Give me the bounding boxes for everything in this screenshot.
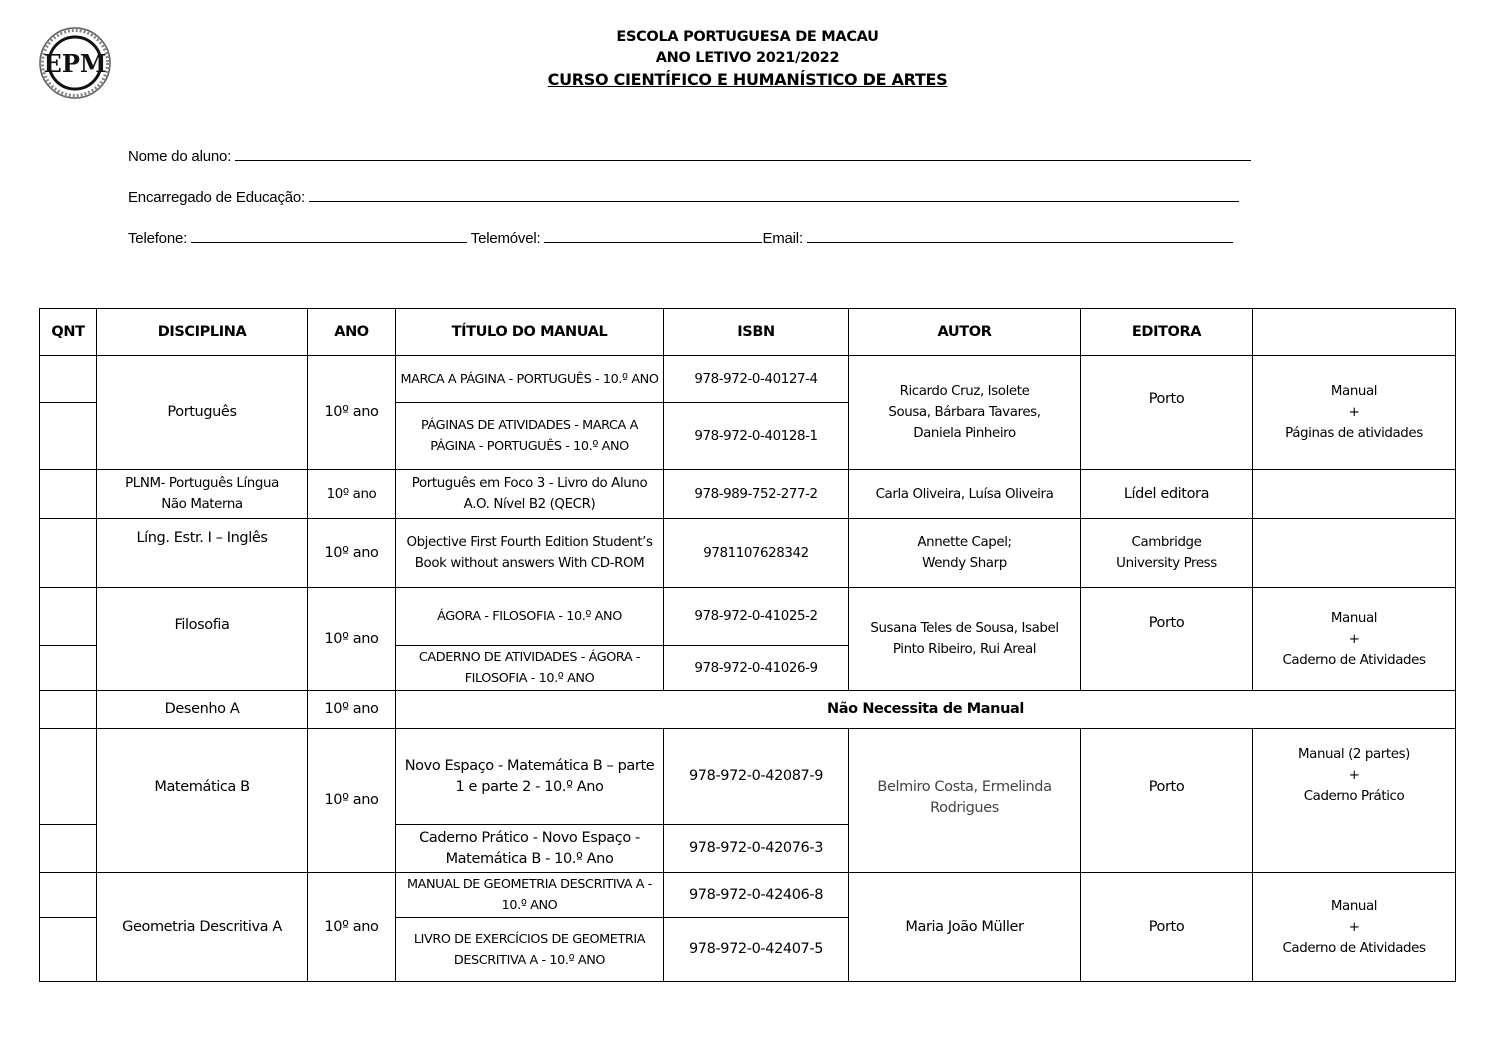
notes-cell — [1253, 729, 1456, 873]
autor-cell: Belmiro Costa, Ermelinda Rodrigues — [849, 729, 1081, 873]
notes-line: Caderno Prático — [1303, 789, 1405, 804]
mobile-field[interactable] — [544, 228, 762, 243]
qnt-cell[interactable] — [40, 403, 97, 470]
course-title: CURSO CIENTÍFICO E HUMANÍSTICO DE ARTES — [547, 70, 948, 89]
table-row — [40, 691, 1456, 729]
guardian-row — [128, 187, 1239, 206]
qnt-cell[interactable] — [40, 646, 97, 691]
notes-cell — [1253, 356, 1456, 470]
autor-cell: Susana Teles de Sousa, Isabel Pinto Ribeiro, Rui Areal — [849, 588, 1081, 691]
email-label: Email: — [762, 230, 803, 247]
editora-cell: Porto — [1081, 588, 1253, 691]
ano-cell: 10º ano — [308, 729, 396, 873]
ano-cell: 10º ano — [308, 356, 396, 470]
isbn-cell: 978-972-0-41026-9 — [664, 646, 849, 691]
guardian-label: Encarregado de Educação: — [128, 189, 305, 206]
isbn-cell: 978-972-0-40128-1 — [664, 403, 849, 470]
titulo-cell: MANUAL DE GEOMETRIA DESCRITIVA A - 10.º ANO — [396, 873, 664, 918]
disciplina-cell: Líng. Estr. I – Inglês — [97, 519, 308, 588]
isbn-cell: 978-972-0-42087-9 — [664, 729, 849, 825]
guardian-field[interactable] — [309, 187, 1239, 202]
notes-line: + — [1348, 768, 1360, 783]
notes-line: Manual — [1330, 384, 1378, 399]
isbn-cell: 978-972-0-42406-8 — [664, 873, 849, 918]
notes-line: + — [1348, 919, 1360, 935]
isbn-cell: 978-989-752-277-2 — [664, 470, 849, 519]
editora-line: Cambridge — [1131, 535, 1202, 550]
disciplina-cell: Filosofia — [97, 588, 308, 691]
school-name: ESCOLA PORTUGUESA DE MACAU — [616, 29, 879, 45]
isbn-cell: 978-972-0-40127-4 — [664, 356, 849, 403]
header-titulo: TÍTULO DO MANUAL — [396, 309, 664, 356]
notes-cell — [1253, 588, 1456, 691]
ano-cell: 10º ano — [308, 873, 396, 982]
header-autor: AUTOR — [849, 309, 1081, 356]
editora-cell: Porto — [1081, 729, 1253, 873]
mobile-label: Telemóvel: — [470, 230, 541, 247]
titulo-cell: LIVRO DE EXERCÍCIOS DE GEOMETRIA DESCRITIVA A - 10.º ANO — [396, 918, 664, 982]
no-manual-cell: Não Necessita de Manual — [396, 691, 1456, 729]
contact-row — [128, 228, 1233, 247]
editora-cell: Porto — [1081, 356, 1253, 470]
header-notes — [1253, 309, 1456, 356]
editora-cell: Porto — [1081, 873, 1253, 982]
header-editora: EDITORA — [1081, 309, 1253, 356]
table-row — [40, 588, 1456, 646]
autor-cell — [849, 519, 1081, 588]
titulo-cell: CADERNO DE ATIVIDADES - ÁGORA - FILOSOFIA - 10.º ANO — [396, 646, 664, 691]
titulo-cell: PÁGINAS DE ATIVIDADES - MARCA A PÁGINA - PORTUGUÊS - 10.º ANO — [396, 403, 664, 470]
notes-cell — [1253, 519, 1456, 588]
qnt-cell[interactable] — [40, 873, 97, 918]
editora-line: University Press — [1116, 556, 1217, 571]
notes-line: + — [1348, 405, 1360, 420]
notes-cell — [1253, 873, 1456, 982]
isbn-cell: 978-972-0-42076-3 — [664, 825, 849, 873]
autor-cell: Carla Oliveira, Luísa Oliveira — [849, 470, 1081, 519]
titulo-cell: Caderno Prático - Novo Espaço - Matemática B - 10.º Ano — [396, 825, 664, 873]
table-header-row — [40, 309, 1456, 356]
titulo-cell: Português em Foco 3 - Livro do Aluno A.O. Nível B2 (QECR) — [396, 470, 664, 519]
autor-cell: Maria João Müller — [849, 873, 1081, 982]
student-name-row — [128, 146, 1251, 165]
qnt-cell[interactable] — [40, 470, 97, 519]
editora-cell: Lídel editora — [1081, 470, 1253, 519]
ano-cell: 10º ano — [308, 519, 396, 588]
textbook-table — [39, 308, 1456, 982]
notes-line: Páginas de atividades — [1285, 426, 1423, 441]
notes-line: Caderno de Atividades — [1282, 940, 1426, 956]
qnt-cell[interactable] — [40, 588, 97, 646]
disciplina-cell: Desenho A — [97, 691, 308, 729]
notes-line: Manual — [1330, 898, 1378, 914]
table-row — [40, 356, 1456, 403]
titulo-cell: Novo Espaço - Matemática B – parte 1 e parte 2 - 10.º Ano — [396, 729, 664, 825]
table-row — [40, 519, 1456, 588]
disciplina-cell: Português — [97, 356, 308, 470]
qnt-cell[interactable] — [40, 918, 97, 982]
qnt-cell[interactable] — [40, 729, 97, 825]
titulo-cell: MARCA A PÁGINA - PORTUGUÊS - 10.º ANO — [396, 356, 664, 403]
document-header — [0, 27, 1495, 90]
student-name-field[interactable] — [235, 146, 1251, 161]
table-row — [40, 470, 1456, 519]
header-ano: ANO — [308, 309, 396, 356]
header-disciplina: DISCIPLINA — [97, 309, 308, 356]
header-isbn: ISBN — [664, 309, 849, 356]
table-row — [40, 873, 1456, 918]
qnt-cell[interactable] — [40, 519, 97, 588]
email-field[interactable] — [807, 228, 1233, 243]
notes-line: Caderno de Atividades — [1282, 652, 1426, 668]
phone-field[interactable] — [191, 228, 467, 243]
ano-cell: 10º ano — [308, 588, 396, 691]
isbn-cell: 978-972-0-41025-2 — [664, 588, 849, 646]
disciplina-cell: PLNM- Português Língua Não Materna — [97, 470, 308, 519]
disciplina-cell: Matemática B — [97, 729, 308, 873]
titulo-cell: ÁGORA - FILOSOFIA - 10.º ANO — [396, 588, 664, 646]
qnt-cell[interactable] — [40, 825, 97, 873]
qnt-cell[interactable] — [40, 691, 97, 729]
notes-line: Manual (2 partes) — [1297, 747, 1411, 762]
notes-cell — [1253, 470, 1456, 519]
isbn-cell: 978-972-0-42407-5 — [664, 918, 849, 982]
notes-line: Manual — [1330, 610, 1378, 626]
logo-monogram: EPM — [43, 49, 107, 78]
student-name-label: Nome do aluno: — [128, 148, 232, 165]
phone-label: Telefone: — [128, 230, 188, 247]
header-qnt: QNT — [40, 309, 97, 356]
table-row — [40, 729, 1456, 825]
ano-cell: 10º ano — [308, 470, 396, 519]
notes-line: + — [1348, 631, 1360, 647]
disciplina-cell: Geometria Descritiva A — [97, 873, 308, 982]
autor-line: Annette Capel; — [917, 535, 1012, 550]
autor-line: Wendy Sharp — [922, 556, 1007, 571]
school-year: ANO LETIVO 2021/2022 — [655, 50, 840, 66]
ano-cell: 10º ano — [308, 691, 396, 729]
isbn-cell: 9781107628342 — [664, 519, 849, 588]
qnt-cell[interactable] — [40, 356, 97, 403]
titulo-cell: Objective First Fourth Edition Student’s Book without answers With CD-ROM — [396, 519, 664, 588]
editora-cell — [1081, 519, 1253, 588]
autor-cell: Ricardo Cruz, Isolete Sousa, Bárbara Tavares, Daniela Pinheiro — [849, 356, 1081, 470]
